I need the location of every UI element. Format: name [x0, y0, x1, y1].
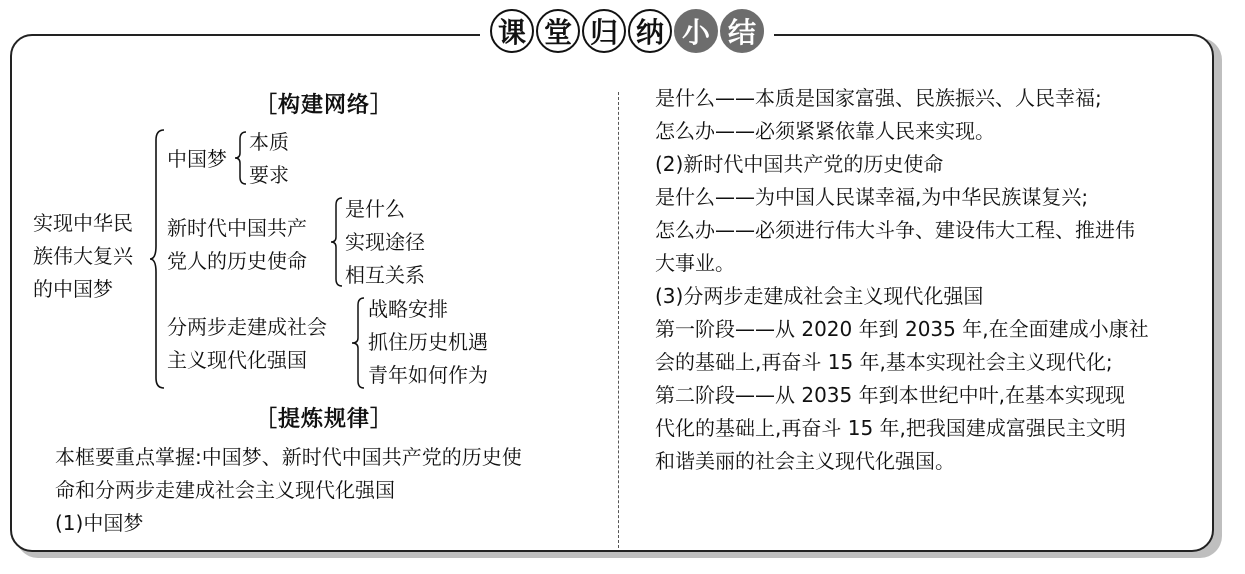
- content-line: 第二阶段——从 2035 年到本世纪中叶,在基本实现现: [655, 383, 1125, 407]
- root-line: 族伟大复兴: [33, 244, 133, 268]
- content-line: 和谐美丽的社会主义现代化强国。: [655, 449, 955, 473]
- title-char: 归: [582, 9, 626, 53]
- branch-item: 抓住历史机遇: [368, 330, 488, 354]
- content-line: (3)分两步走建成社会主义现代化强国: [655, 284, 984, 308]
- branch-item: 相互关系: [345, 263, 425, 287]
- title-char-highlight: 结: [720, 9, 764, 53]
- rules-line: 本框要重点掌握:中国梦、新时代中国共产党的历史使: [55, 445, 522, 469]
- page-title: [480, 6, 774, 56]
- branch-label: 中国梦: [167, 147, 227, 171]
- branch-brace: [350, 296, 368, 390]
- content-line: (2)新时代中国共产党的历史使命: [655, 152, 944, 176]
- content-line: 会的基础上,再奋斗 15 年,基本实现社会主义现代化;: [655, 350, 1113, 374]
- content-line: 怎么办——必须进行伟大斗争、建设伟大工程、推进伟: [655, 218, 1135, 242]
- branch-item: 战略安排: [368, 297, 448, 321]
- title-char: 纳: [628, 9, 672, 53]
- content-line: 第一阶段——从 2020 年到 2035 年,在全面建成小康社: [655, 317, 1149, 341]
- title-char: 课: [490, 9, 534, 53]
- content-line: 怎么办——必须紧紧依靠人民来实现。: [655, 119, 995, 143]
- branch-brace: [329, 196, 345, 288]
- root-brace: [148, 128, 168, 390]
- content-line: 是什么——为中国人民谋幸福,为中华民族谋复兴;: [655, 185, 1089, 209]
- content-line: 大事业。: [655, 251, 735, 275]
- rules-line: 命和分两步走建成社会主义现代化强国: [55, 478, 395, 502]
- root-line: 实现中华民: [33, 211, 133, 235]
- column-divider: [618, 92, 619, 548]
- branch-item: 本质: [249, 130, 289, 154]
- content-line: 是什么——本质是国家富强、民族振兴、人民幸福;: [655, 86, 1102, 110]
- branch-label: 分两步走建成社会: [167, 315, 327, 339]
- rules-heading: ［提炼规律］: [255, 407, 394, 432]
- branch-item: 要求: [249, 163, 289, 187]
- branch-item: 青年如何作为: [368, 363, 488, 387]
- title-char-highlight: 小: [674, 9, 718, 53]
- branch-item: 是什么: [345, 197, 405, 221]
- branch-brace: [233, 130, 249, 186]
- root-line: 的中国梦: [33, 277, 113, 301]
- branch-item: 实现途径: [345, 230, 425, 254]
- branch-label: 新时代中国共产: [167, 216, 307, 240]
- title-char: 堂: [536, 9, 580, 53]
- branch-label: 主义现代化强国: [167, 348, 307, 372]
- content-line: 代化的基础上,再奋斗 15 年,把我国建成富强民主文明: [655, 416, 1126, 440]
- rules-line: (1)中国梦: [55, 511, 144, 535]
- branch-label: 党人的历史使命: [167, 249, 307, 273]
- network-heading: ［构建网络］: [255, 93, 394, 118]
